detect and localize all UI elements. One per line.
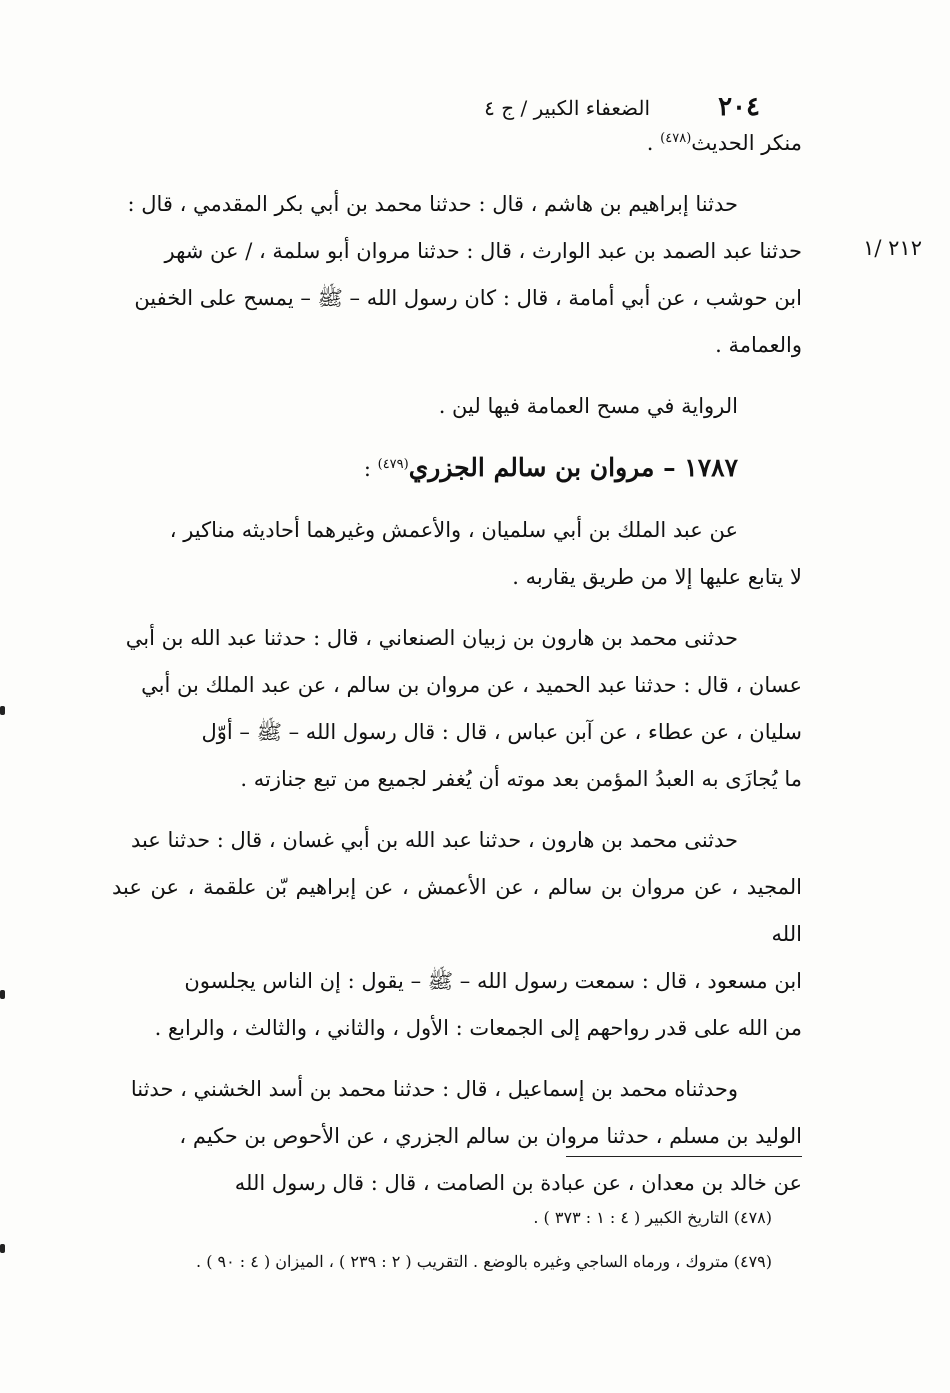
text-line: من الله على قدر رواحهم إلى الجمعات : الأول ، والثاني ، والثالث ، والرابع .: [154, 1016, 802, 1040]
text-line: عسان ، قال : حدثنا عبد الحميد ، عن مروان بن سالم ، عن عبد الملك بن أبي: [141, 673, 802, 697]
text-line: سليان ، عن عطاء ، عن آبن عباس ، قال : قال رسول الله – ﷺ – أوّل: [201, 720, 802, 744]
paragraph: وحدثناه محمد بن إسماعيل ، قال : حدثنا محمد بن أسد الخشني ، حدثنا: [130, 1077, 738, 1101]
text-line: الوليد بن مسلم ، حدثنا مروان بن سالم الجزري ، عن الأحوص بن حكيم ،: [179, 1124, 802, 1148]
footnote: (٤٧٨) التاريخ الكبير ( ٤ : ١ : ٣٧٣ ) .: [533, 1208, 772, 1227]
main-text: [112, 120, 802, 1207]
text-line: لا يتابع عليها إلا من طريق يقاربه .: [512, 565, 802, 589]
paragraph: عن عبد الملك بن أبي سلميان ، والأعمش وغيرهما أحاديثه مناكير ،: [169, 518, 738, 542]
margin-reference: ٢١٢ /١: [863, 236, 922, 260]
text-line: ابن مسعود ، قال : سمعت رسول الله – ﷺ – يقول : إن الناس يجلسون: [184, 969, 802, 993]
text-line: حدثنا عبد الصمد بن عبد الوارث ، قال : حدثنا مروان أبو سلمة ، / عن شهر: [164, 239, 802, 263]
paragraph: الرواية في مسح العمامة فيها لين .: [438, 394, 738, 418]
footnotes: [112, 1196, 772, 1284]
text-line: ما يُجازَى به العبدُ المؤمن بعد موته أن يُغفر لجميع من تبع جنازته .: [240, 767, 802, 791]
paragraph: حدثنى محمد بن هارون ، حدثنا عبد الله بن أبي غسان ، قال : حدثنا عبد: [130, 828, 738, 852]
entry-name: مروان بن سالم الجزري: [408, 453, 655, 482]
scan-mark: [0, 706, 5, 715]
text-line: المجيد ، عن مروان بن سالم ، عن الأعمش ، عن إبراهيم بّن علقمة ، عن عبد الله: [112, 875, 802, 946]
footnote-separator: [566, 1156, 802, 1157]
text-line: والعمامة .: [715, 333, 802, 357]
scan-mark: [0, 990, 5, 999]
footnote-ref: (٤٧٨): [660, 131, 692, 146]
paragraph: حدثنا إبراهيم بن هاشم ، قال : حدثنا محمد بن أبي بكر المقدمي ، قال :: [127, 192, 738, 216]
running-title: الضعفاء الكبير / ج ٤: [484, 96, 650, 120]
entry-heading: ١٧٨٧ – مروان بن سالم الجزري$^{(٤٧٩)}$ :: [363, 453, 738, 482]
footnote: (٤٧٩) متروك ، ورماه الساجي وغيره بالوضع . التقريب ( ٢ : ٢٣٩ ) ، الميزان ( ٤ : ٩٠ ) .: [196, 1252, 772, 1271]
text-line: ابن حوشب ، عن أبي أمامة ، قال : كان رسول الله – ﷺ – يمسح على الخفين: [134, 286, 802, 310]
page-number: ٢٠٤: [718, 92, 760, 122]
carry-over-line: منكر الحديث$^{(٤٧٨)}$ .: [646, 131, 802, 155]
entry-number: ١٧٨٧: [684, 453, 738, 482]
paragraph: حدثنى محمد بن هارون بن زبيان الصنعاني ، قال : حدثنا عبد الله بن أبي: [125, 626, 738, 650]
text-line: عن خالد بن معدان ، عن عبادة بن الصامت ، قال : قال رسول الله: [234, 1171, 802, 1195]
scan-mark: [0, 1244, 5, 1253]
footnote-ref: (٤٧٩): [377, 457, 409, 472]
